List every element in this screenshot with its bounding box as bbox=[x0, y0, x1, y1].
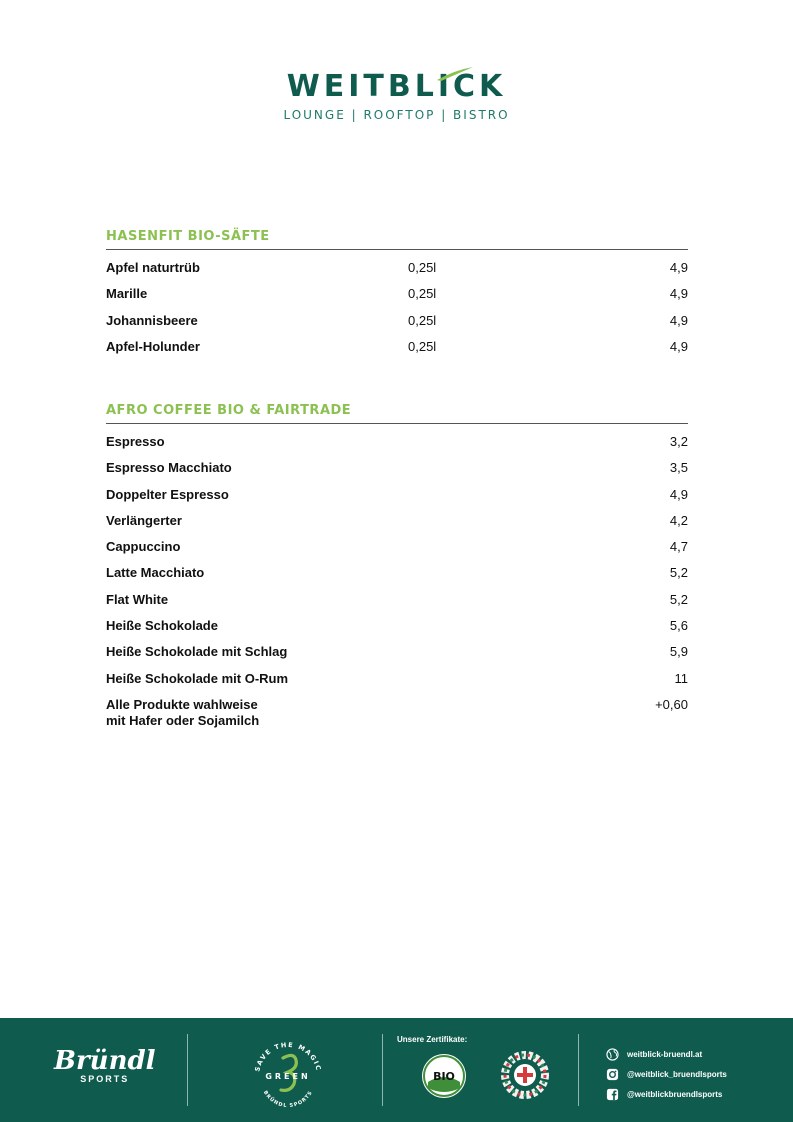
footer bbox=[0, 1018, 793, 1122]
item-price: 11 bbox=[674, 670, 688, 686]
item-name: Flat White bbox=[106, 591, 169, 607]
item-price: 4,9 bbox=[669, 260, 688, 275]
item-price: 4,9 bbox=[669, 338, 688, 354]
logo-wordmark: WEITBLICK bbox=[287, 72, 507, 102]
item-volume: 0,25l bbox=[408, 286, 437, 302]
logo-tagline: LOUNGE | ROOFTOP | BISTRO bbox=[283, 108, 510, 122]
instagram-link[interactable] bbox=[606, 1064, 727, 1084]
section-title: HASENFIT BIO-SÄFTE bbox=[106, 229, 688, 250]
facebook-text: @weitblickbruendlsports bbox=[627, 1089, 723, 1099]
brundl-logo bbox=[54, 1048, 156, 1084]
brundl-subtitle: SPORTS bbox=[80, 1074, 130, 1084]
bio-badge-text: BIO bbox=[433, 1070, 455, 1083]
globe-icon bbox=[606, 1048, 619, 1061]
item-price: 4,9 bbox=[669, 286, 688, 302]
menu-item bbox=[106, 260, 688, 286]
bio-certificate-icon bbox=[420, 1052, 468, 1100]
website-text: weitblick-bruendl.at bbox=[627, 1049, 703, 1059]
menu-item bbox=[106, 513, 688, 539]
section-juices bbox=[106, 229, 688, 365]
menu-item bbox=[106, 434, 688, 460]
menu-item bbox=[106, 618, 688, 644]
item-price: 5,6 bbox=[669, 618, 688, 634]
menu-item bbox=[106, 539, 688, 565]
note-line-2: mit Hafer oder Sojamilch bbox=[106, 712, 260, 728]
facebook-link[interactable] bbox=[606, 1084, 727, 1104]
menu-item bbox=[106, 339, 688, 365]
green-badge-bottom-text: BRÜNDL SPORTS bbox=[261, 1089, 315, 1110]
item-volume: 0,25l bbox=[408, 260, 437, 275]
facebook-icon bbox=[606, 1088, 619, 1101]
item-price: 5,2 bbox=[669, 591, 688, 607]
section-coffee bbox=[106, 403, 688, 737]
item-volume: 0,25l bbox=[408, 312, 437, 328]
green-badge-text: GREEN bbox=[265, 1072, 311, 1081]
item-name: Cappuccino bbox=[106, 539, 181, 555]
note-price: +0,60 bbox=[655, 696, 688, 712]
item-name: Latte Macchiato bbox=[106, 565, 205, 581]
menu-item bbox=[106, 671, 688, 697]
item-price: 4,9 bbox=[669, 312, 688, 328]
note-line-1: Alle Produkte wahlweise bbox=[106, 696, 258, 712]
svg-text:BRÜNDL SPORTS bbox=[262, 1090, 314, 1109]
menu-item bbox=[106, 592, 688, 618]
item-name: Espresso bbox=[106, 434, 165, 449]
menu-note bbox=[106, 697, 688, 737]
footer-divider bbox=[187, 1034, 188, 1106]
footer-divider bbox=[578, 1034, 579, 1106]
logo-swoosh-icon bbox=[435, 66, 475, 82]
item-price: 5,9 bbox=[669, 644, 688, 660]
item-name: Heiße Schokolade mit O-Rum bbox=[106, 670, 289, 686]
brundl-wordmark: Bründl bbox=[54, 1046, 156, 1076]
social-links bbox=[606, 1044, 727, 1104]
item-price: 3,5 bbox=[669, 460, 688, 476]
green-badge-top-text: SAVE THE MAGIC bbox=[253, 1040, 323, 1073]
footer-divider bbox=[382, 1034, 383, 1106]
item-name: Heiße Schokolade mit Schlag bbox=[106, 644, 288, 660]
note-text bbox=[106, 697, 259, 729]
certificate-ring-icon bbox=[500, 1050, 550, 1100]
item-name: Apfel naturtrüb bbox=[106, 260, 200, 275]
menu-item bbox=[106, 644, 688, 670]
item-volume: 0,25l bbox=[408, 338, 437, 354]
item-price: 3,2 bbox=[669, 434, 688, 449]
instagram-text: @weitblick_bruendlsports bbox=[627, 1069, 727, 1079]
item-name: Verlängerter bbox=[106, 512, 182, 528]
menu-item bbox=[106, 313, 688, 339]
menu-item bbox=[106, 487, 688, 513]
item-price: 4,9 bbox=[669, 486, 688, 502]
item-price: 5,2 bbox=[669, 565, 688, 581]
item-name: Apfel-Holunder bbox=[106, 338, 200, 354]
menu-item bbox=[106, 286, 688, 312]
weitblick-logo bbox=[0, 69, 793, 122]
green-badge-icon bbox=[250, 1038, 326, 1114]
item-name: Heiße Schokolade bbox=[106, 618, 218, 634]
item-name: Espresso Macchiato bbox=[106, 460, 232, 476]
item-name: Marille bbox=[106, 286, 148, 302]
item-price: 4,2 bbox=[669, 512, 688, 528]
certificates-label: Unsere Zertifikate: bbox=[397, 1035, 468, 1044]
item-price: 4,7 bbox=[669, 539, 688, 555]
menu-item bbox=[106, 565, 688, 591]
section-title: AFRO COFFEE BIO & FAIRTRADE bbox=[106, 403, 688, 424]
item-name: Doppelter Espresso bbox=[106, 486, 229, 502]
menu-item bbox=[106, 460, 688, 486]
instagram-icon bbox=[606, 1068, 619, 1081]
website-link[interactable] bbox=[606, 1044, 727, 1064]
item-name: Johannisbeere bbox=[106, 312, 198, 328]
